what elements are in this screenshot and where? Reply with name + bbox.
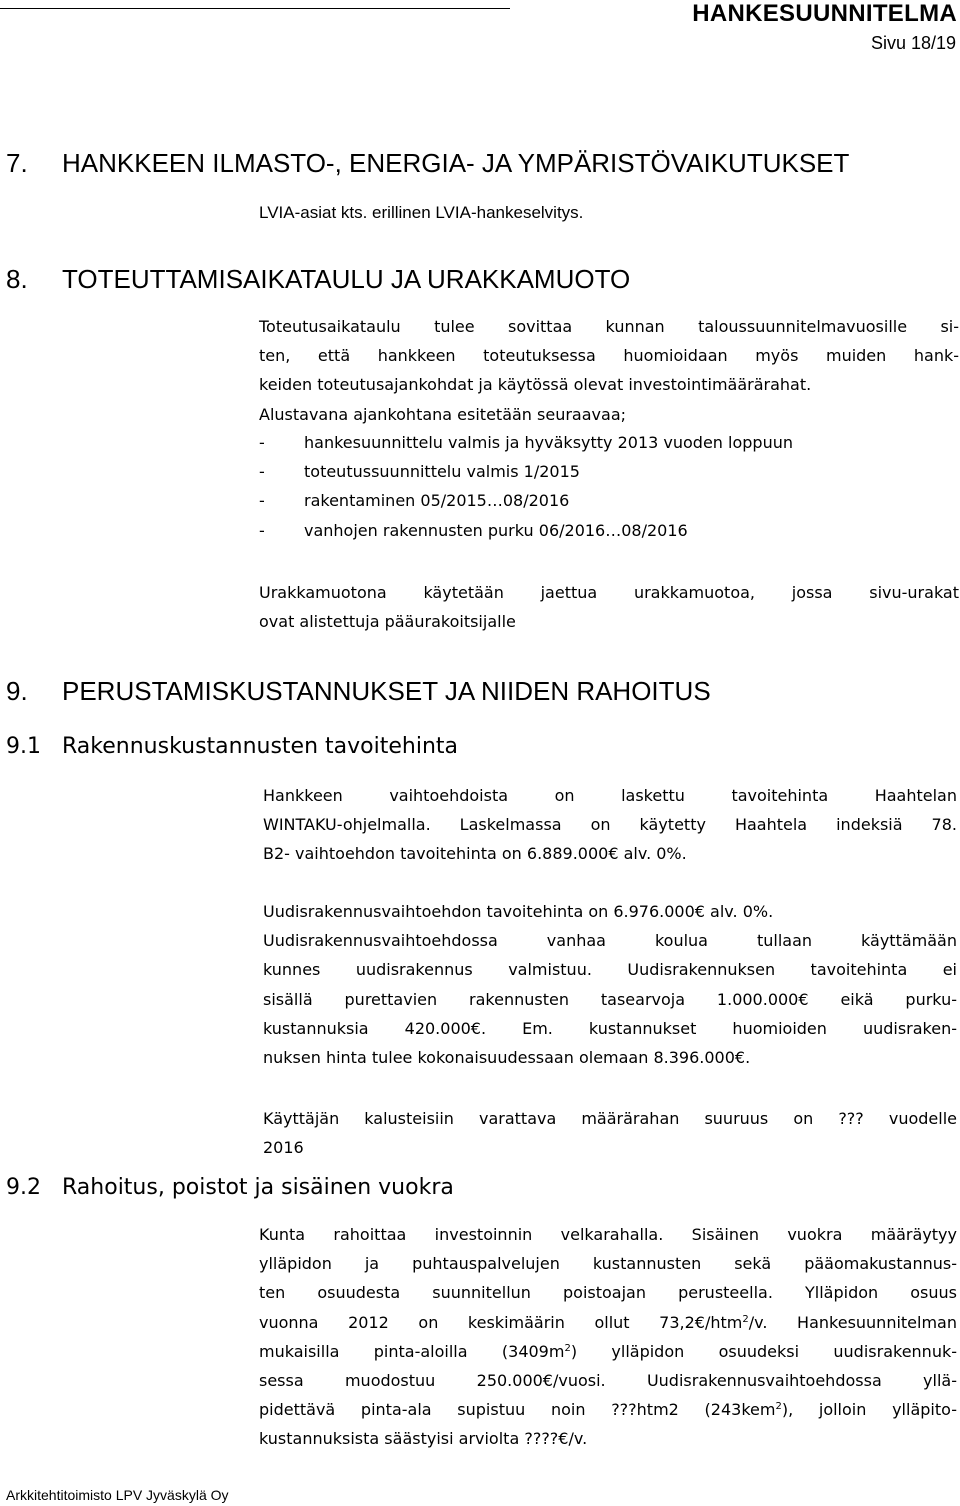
paragraph-line: Käyttäjän kalusteisiin varattava määrärahan suuruus on ??? vuodelle	[263, 1109, 957, 1128]
paragraph-line: ten, että hankkeen toteutuksessa huomioidaan myös muiden hank-	[259, 346, 959, 366]
page-number: Sivu 18/19	[870, 33, 956, 53]
paragraph-line: kustannuksista säästyisi arviolta ????€/v.	[259, 1429, 588, 1449]
section-8-title: TOTEUTTAMISAIKATAULU JA URAKKAMUOTO	[62, 264, 631, 294]
paragraph-line: vuonna 2012 on keskimäärin ollut 73,2€/htm$^2$/v. Hankesuunnitelman	[259, 1312, 958, 1332]
section-9-2-title: Rahoitus, poistot ja sisäinen vuokra	[62, 1175, 454, 1200]
section-9-2-heading	[6, 1175, 454, 1200]
target-price-paragraph	[263, 781, 957, 869]
paragraph-line: Alustavana ajankohtana esitetään seuraavaa;	[259, 404, 627, 424]
paragraph-line: Kunta rahoittaa investoinnin velkarahalla. Sisäinen vuokra määräytyy	[259, 1225, 957, 1244]
section-8-intro	[259, 312, 959, 429]
paragraph-line: ylläpidon ja puhtauspalvelujen kustannusten sekä pääomakustannus-	[259, 1254, 957, 1274]
financing-paragraph	[259, 1220, 957, 1454]
paragraph-line: Hankkeen vaihtoehdoista on laskettu tavoitehinta Haahtelan	[263, 786, 957, 805]
section-7-title: HANKKEEN ILMASTO-, ENERGIA- JA YMPÄRISTÖVAIKUTUKSET	[62, 148, 850, 178]
section-8-number: 8.	[6, 264, 28, 294]
paragraph-line: 2016	[263, 1138, 304, 1158]
section-9-number: 9.	[6, 676, 28, 706]
paragraph-line: B2- vaihtoehdon tavoitehinta on 6.889.000€ alv. 0%.	[263, 844, 687, 864]
list-item: - rakentaminen 05/2015…08/2016	[259, 491, 570, 511]
paragraph-line: ten osuudesta suunnitellun poistoajan perusteella. Ylläpidon osuus	[259, 1283, 957, 1303]
paragraph-line: mukaisilla pinta-aloilla $(3409m^2)$ ylläpidon osuudeksi uudisrakennuk-	[259, 1341, 958, 1361]
section-9-heading	[6, 676, 711, 707]
paragraph-line: Uudisrakennusvaihtoehdon tavoitehinta on 6.976.000€ alv. 0%.	[263, 902, 774, 921]
section-7-number: 7.	[6, 148, 28, 178]
schedule-list	[259, 428, 793, 545]
paragraph-line: nuksen hinta tulee kokonaisuudessaan olemaan 8.396.000€.	[263, 1048, 751, 1068]
paragraph-line: kustannuksia 420.000€. Em. kustannukset huomioiden uudisraken-	[263, 1018, 957, 1038]
furniture-budget-paragraph	[263, 1104, 957, 1162]
section-8-heading	[6, 264, 630, 295]
section-7-heading	[6, 148, 849, 179]
paragraph-line: sisällä purettavien rakennusten tasearvoja 1.000.000€ eikä purku-	[263, 989, 957, 1009]
paragraph-line: sessa muodostuu 250.000€/vuosi. Uudisrakennusvaihtoehdossa yllä-	[259, 1371, 957, 1391]
paragraph-line: pidettävä pinta-ala supistuu noin ???htm2 (243kem$^2$), jolloin ylläpito-	[259, 1400, 957, 1420]
header-rule	[0, 8, 510, 9]
new-building-paragraph	[263, 897, 957, 1072]
paragraph-line: keiden toteutusajankohdat ja käytössä olevat investointimäärärahat.	[259, 375, 812, 395]
section-9-1-title: Rakennuskustannusten tavoitehinta	[62, 734, 458, 759]
contract-form-paragraph	[259, 578, 959, 636]
section-9-1-heading	[6, 734, 458, 759]
paragraph-line: Toteutusaikataulu tulee sovittaa kunnan taloussuunnitelmavuosille si-	[259, 317, 959, 336]
list-item: - vanhojen rakennusten purku 06/2016…08/2016	[259, 520, 688, 540]
paragraph-line: ovat alistettuja pääurakoitsijalle	[259, 612, 516, 632]
footer-company: Arkkitehtitoimisto LPV Jyväskylä Oy	[6, 1487, 229, 1503]
document-title: HANKESUUNNITELMA	[692, 0, 957, 27]
list-item: - toteutussuunnittelu valmis 1/2015	[259, 462, 580, 482]
paragraph-line: kunnes uudisrakennus valmistuu. Uudisrakennuksen tavoitehinta ei	[263, 960, 957, 980]
section-9-title: PERUSTAMISKUSTANNUKSET JA NIIDEN RAHOITUS	[62, 676, 711, 706]
list-item: - hankesuunnittelu valmis ja hyväksytty 2013 vuoden loppuun	[259, 433, 793, 452]
paragraph-line: Uudisrakennusvaihtoehdossa vanhaa koulua tullaan käyttämään	[263, 931, 957, 951]
section-9-2-number: 9.2	[6, 1175, 41, 1200]
paragraph-line: Urakkamuotona käytetään jaettua urakkamuotoa, jossa sivu-urakat	[259, 583, 959, 602]
section-9-1-number: 9.1	[6, 734, 41, 759]
paragraph-line: WINTAKU-ohjelmalla. Laskelmassa on käytetty Haahtela indeksiä 78.	[263, 815, 957, 835]
section-7-note: LVIA-asiat kts. erillinen LVIA-hankeselvitys.	[259, 203, 584, 222]
